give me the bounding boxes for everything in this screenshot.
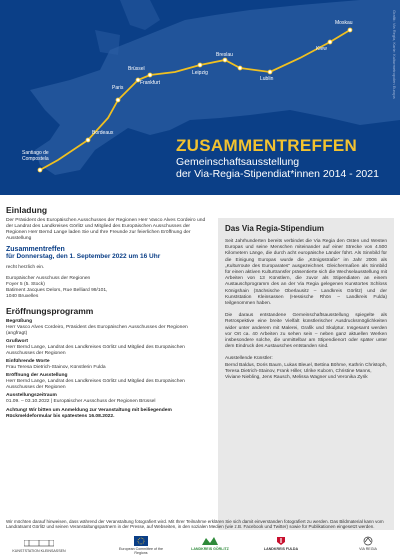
address-line: Foyer 5 (5. Stock) bbox=[6, 282, 45, 287]
artists-list: Bernd Baldus, Doris Baum, Lukas Bleuel, Bettina Böhme, Kathrin Christoph, Teresa Dietrich-Stainov, Frank Hiller, Ulrike Kuborn, Christine Manns, Viviane Niebling, Jens Rausch, Melissa Wagner und Veronika Zyrik bbox=[225, 362, 387, 381]
program-item bbox=[6, 339, 210, 357]
city-label: Compostela bbox=[22, 156, 49, 162]
photo-disclaimer: Wir möchten darauf hinweisen, dass während der Veranstaltung fotografiert wird. Mit Ihrer Teilnahme erklären Sie sich damit einverstanden fotografiert zu werden. Das Bildmaterial kann vom Landratsamt Görlitz und seinen Veranstaltungspartnern in der Presse, auf Webseiten, in den sozialen Medien (wie z.B. Facebook und Twitter) sowie für Publikationen eingesetzt werden. bbox=[6, 519, 384, 530]
hero-banner bbox=[0, 0, 400, 195]
hero-title: ZUSAMMENTREFFEN bbox=[176, 136, 358, 155]
city-label: Lublin bbox=[260, 76, 274, 82]
left-column bbox=[6, 205, 210, 420]
address-line: Europäischer Ausschuss der Regionen bbox=[6, 276, 91, 281]
logo-label: KUNSTSTATION KLEINSASSEN bbox=[12, 549, 66, 553]
box-paragraph: Seit Jahrhunderten bereits verbindet die Via Regia den Osten und Westen Europas und seine Menschen miteinander auf einer Strecke von 4.500 Kilometern Länge, die durch acht europäische Länder führt. Als Sinnbild für die Einigung Europas wurde die „Königsstraße" im Jahr 2006 als „Kulturroute des Europarates" ausgezeichnet. Gleichermaßen als Sinnbild für einen aktiven Kulturtransfer präsentierte sich die Wechselausstellung mit Arbeiten von 13 Künstlern, die zuvor als Stipendiaten an einem Austauschprogramm des an der Via Regia gelegenen Kunstortes Schloss Königshain (Sächsische Oberlausitz – Landkreis Görlitz) und der Kunststation Kleinsassen (Hessische Rhön – Landkreis Fulda) teilgenommen haben. bbox=[225, 239, 387, 307]
stipendium-box bbox=[218, 218, 394, 530]
address-line: 1040 Bruxelles bbox=[6, 294, 39, 299]
program-item-text: Herr Vasco Alves Cordeiro, Präsident des Europäischen Ausschusses der Regionen (angfragt) bbox=[6, 325, 188, 336]
logo-label: LANDKREIS GÖRLITZ bbox=[191, 547, 229, 551]
city-label: Leipzig bbox=[192, 70, 208, 76]
fulda-logo bbox=[256, 536, 306, 551]
zusammentreffen-heading: Zusammentreffen bbox=[6, 246, 65, 253]
program-item-text: Herr Bernd Lange, Landrat des Landkreises Görlitz und Mitglied des Europäischen Ausschusses der Regionen bbox=[6, 345, 185, 356]
registration-note: Achtung! Wir bitten um Anmeldung zur Veranstaltung mit beiliegendem Rückmeldeformular bis spätestens 16.08.2022. bbox=[6, 408, 172, 419]
program-item-title: Einführende Worte bbox=[6, 359, 50, 364]
venue-address bbox=[6, 276, 210, 300]
via-regia-logo bbox=[340, 536, 396, 551]
hero-subtitle-line: Gemeinschaftsausstellung bbox=[176, 156, 300, 168]
city-label: Frankfurt bbox=[140, 80, 161, 86]
event-date: für Donnerstag, den 1. September 2022 um 16 Uhr bbox=[6, 253, 161, 260]
program-item bbox=[6, 359, 210, 371]
einladung-heading: Einladung bbox=[6, 205, 48, 215]
city-label: Kiew bbox=[316, 46, 327, 52]
city-label: Bordeaux bbox=[92, 130, 114, 136]
einladung-text: Der Präsident des Europäischen Ausschusses der Regionen Herr Vasco Alves Cordeiro und der Landrat des Landkreises Görlitz und Mitglied des Europäischen Ausschusses der Regionen Herr Bernd Lange laden Sie und Ihre Freunde zur feierlichen Eröffnung der Ausstellung bbox=[6, 218, 206, 241]
goerlitz-crest-icon bbox=[200, 536, 220, 546]
program-item-text: Herr Bernd Lange, Landrat des Landkreises Görlitz und Mitglied des Europäischen Ausschusses der Regionen bbox=[6, 379, 185, 390]
box-heading: Das Via Regia-Stipendium bbox=[225, 224, 324, 233]
greeting-text: recht herzlich ein. bbox=[6, 265, 45, 270]
program-item bbox=[6, 393, 210, 405]
city-label: Santiago de bbox=[22, 150, 49, 156]
goerlitz-logo bbox=[180, 536, 240, 551]
logo-label: VIA REGIA bbox=[359, 547, 377, 551]
kunststation-logo bbox=[4, 540, 74, 553]
city-label: Brüssel bbox=[128, 66, 145, 72]
program-item-text: 01.09. – 03.10.2022 | Europäischer Ausschuss der Regionen Brüssel bbox=[6, 399, 156, 404]
program-item-title: Eröffnung der Ausstellung bbox=[6, 373, 68, 378]
program-item-text: Frau Teresa Dietrich-Stainov, Künstlerin Fulda bbox=[6, 365, 106, 370]
via-regia-icon bbox=[362, 536, 374, 546]
logo-label: LANDKREIS FULDA bbox=[263, 547, 299, 551]
eu-stars-icon bbox=[134, 536, 148, 546]
city-label: Breslau bbox=[216, 52, 233, 58]
image-credit: Grafik: Via Regia, Karte: Kulturmetropolen Europa bbox=[392, 10, 397, 99]
cor-logo bbox=[112, 536, 170, 555]
kunststation-logo-icon bbox=[24, 540, 54, 548]
program-item-title: Ausstellungszeitraum bbox=[6, 393, 57, 398]
city-label: Paris bbox=[112, 85, 124, 91]
fulda-crest-icon bbox=[276, 536, 286, 546]
artists-label: Ausstellende Künstler: bbox=[225, 356, 273, 362]
program-item bbox=[6, 319, 210, 337]
box-paragraph: Die daraus entstandene Gemeinschaftsausstellung spiegelte als Retrospektive eine breite Vielfalt künstlerischer Ausdrucksmöglichkeiten wider unter anderem mit Malerei, Grafik und Skulptur. Insgesamt werden vor Ort ca. 40 Arbeiten zu sehen sein – neben ganz aktuellen Werken insbesondere solche, die unmittelbar am Stipendienort oder später unter dem Eindruck des Austausches entstanden sind. bbox=[225, 313, 387, 350]
program-item-title: Grußwort bbox=[6, 339, 29, 344]
address-line: Batiment Jacques Delors, Rue Belliard 99/101, bbox=[6, 288, 108, 293]
program-item-title: Begrüßung bbox=[6, 319, 33, 324]
logo-label: European Committee of the Regions bbox=[119, 547, 163, 555]
partner-logos bbox=[0, 532, 400, 555]
program-item bbox=[6, 373, 210, 391]
city-label: Moskau bbox=[335, 20, 353, 26]
hero-subtitle bbox=[176, 156, 396, 180]
hero-subtitle-line: der Via-Regia-Stipendiat*innen 2014 - 2021 bbox=[176, 168, 379, 180]
program-heading: Eröffnungsprogramm bbox=[6, 306, 94, 316]
